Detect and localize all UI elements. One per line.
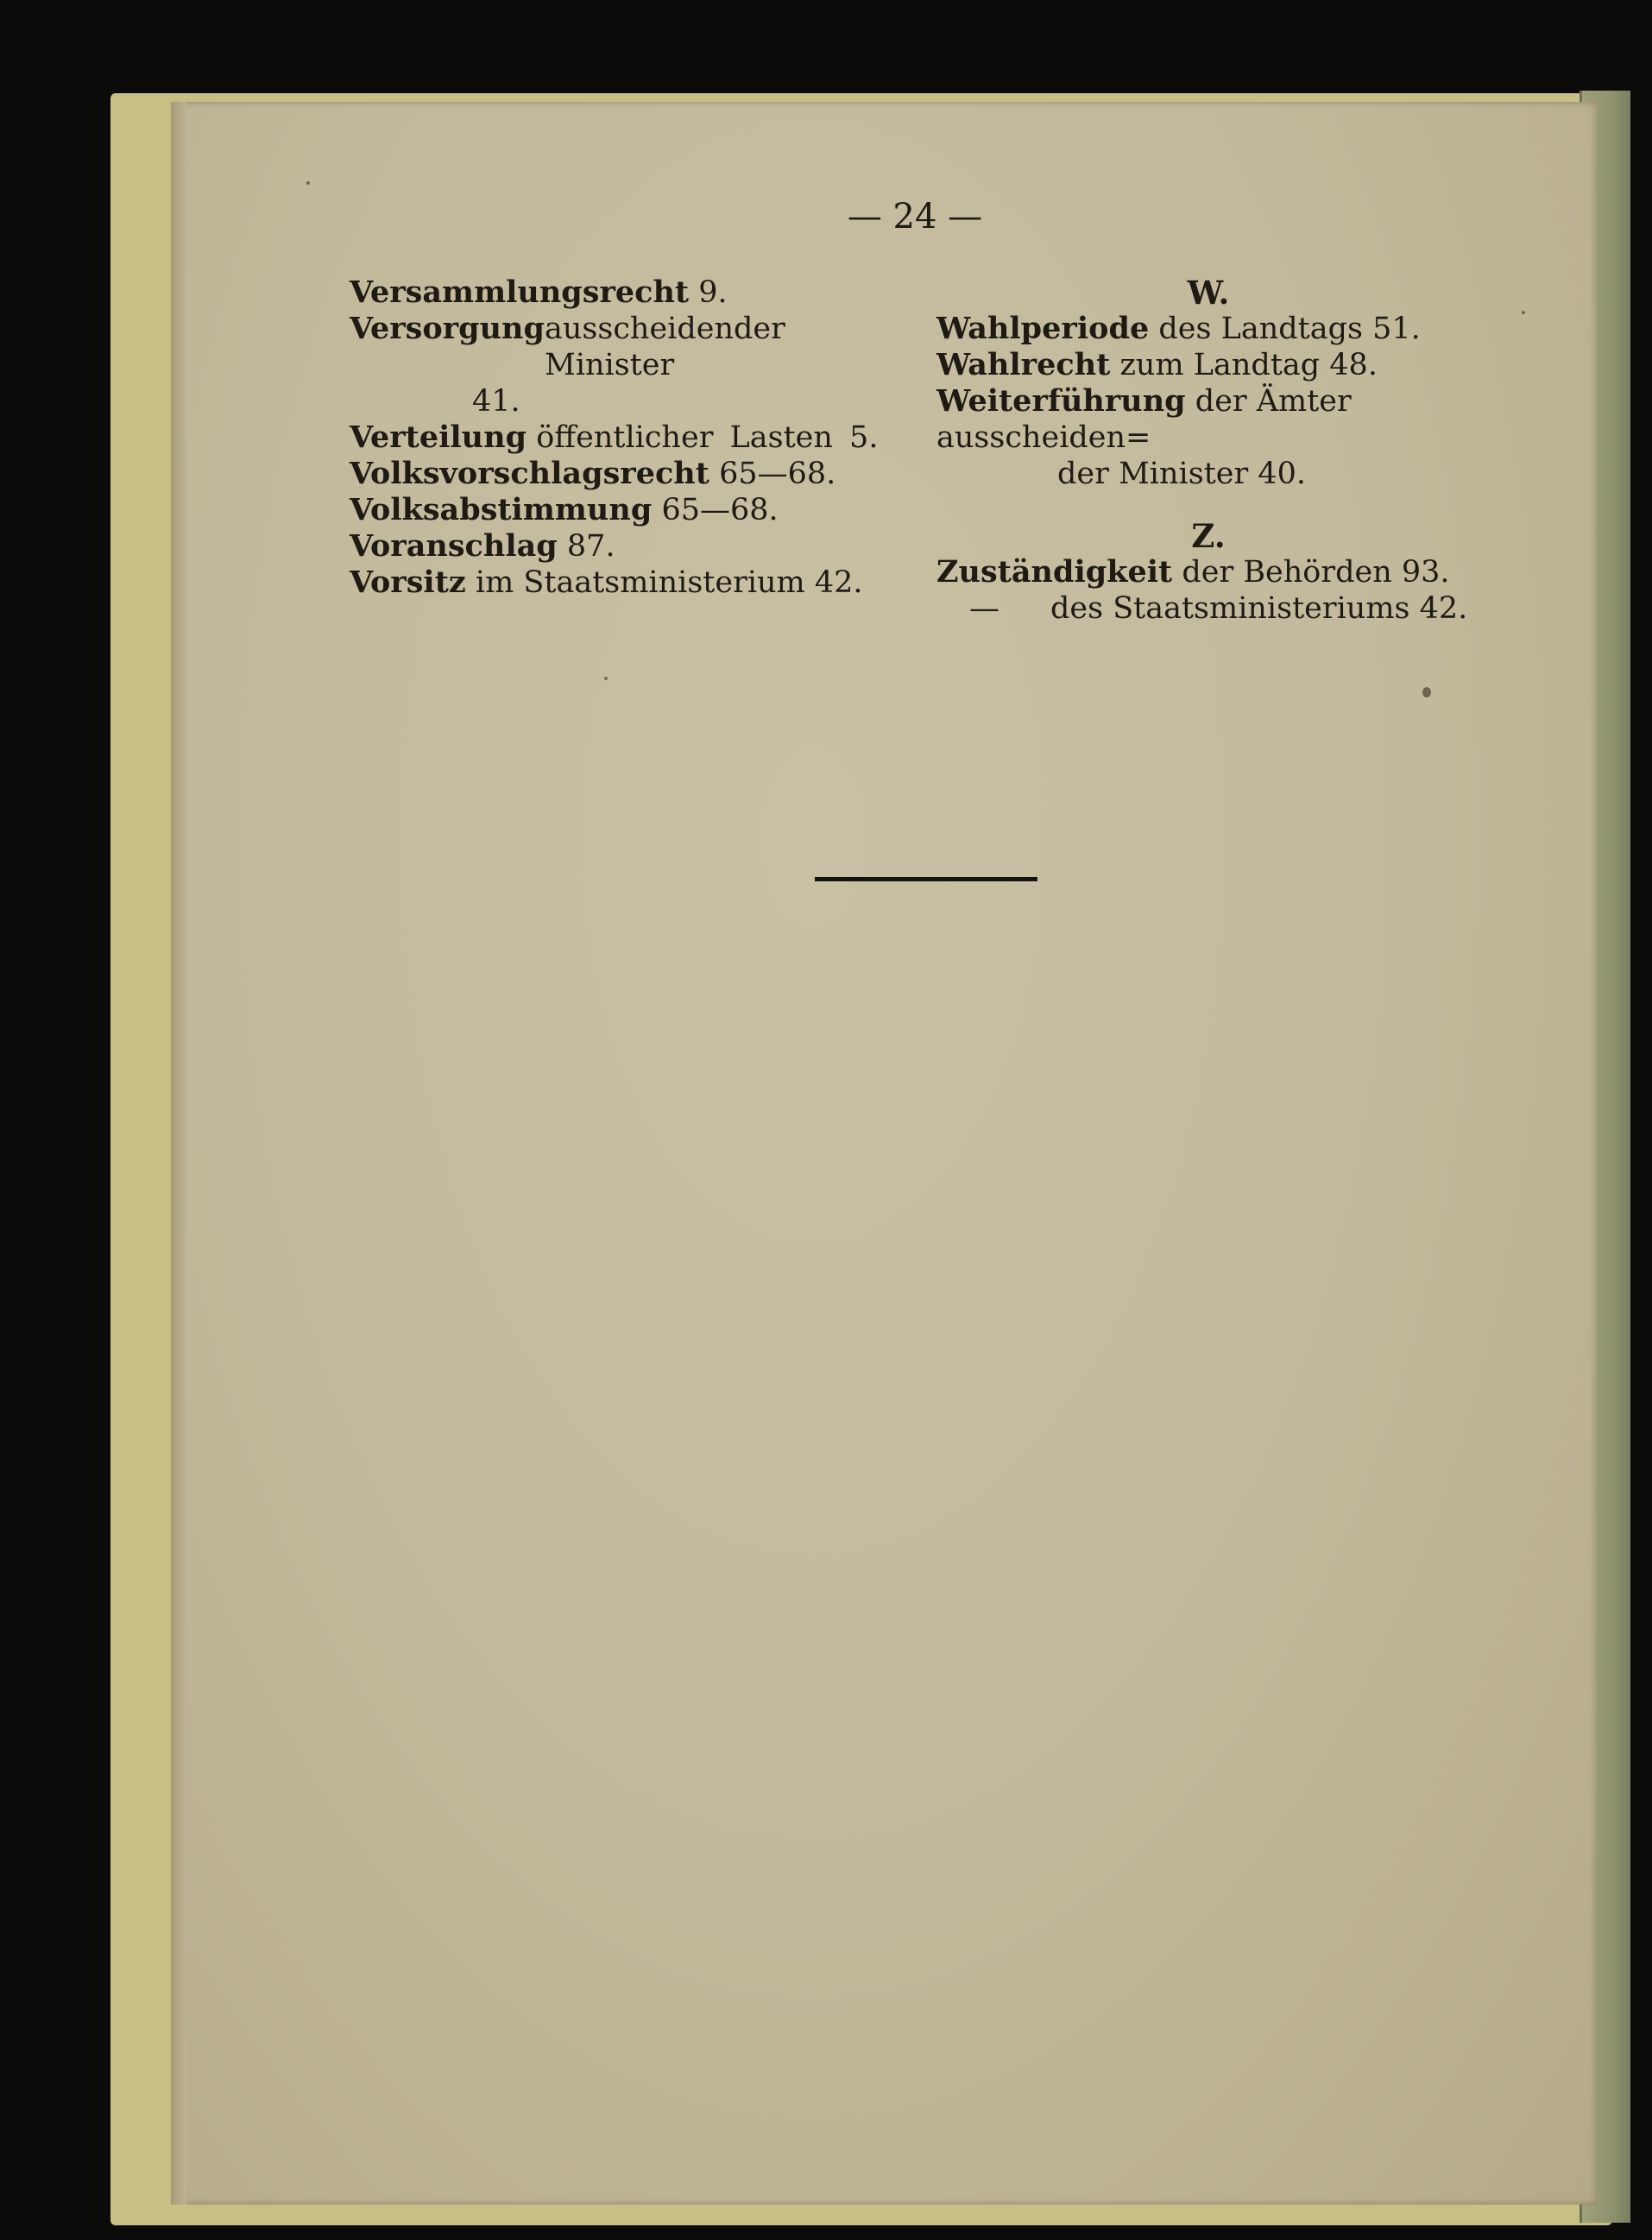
page-binding-edge (171, 102, 186, 2205)
index-term: Voranschlag (350, 528, 558, 564)
page-number: — 24 — (847, 197, 983, 237)
index-entry (936, 554, 1480, 590)
index-refs: der Ämter ausscheiden= (936, 384, 1352, 455)
index-refs: 65—68. (719, 457, 836, 491)
index-refs: im Staatsministerium 42. (475, 565, 863, 600)
index-column-left (350, 274, 902, 601)
index-entry (350, 274, 902, 311)
index-entry (350, 420, 902, 456)
paper-speck (306, 181, 310, 185)
index-term: Wahlrecht (936, 347, 1111, 382)
index-refs: zum Landtag 48. (1119, 348, 1378, 382)
index-entry (350, 456, 902, 492)
index-term: Versammlungsrecht (350, 274, 690, 310)
index-term: Volksvorschlagsrecht (350, 456, 709, 491)
letter-heading-w: W. (1187, 274, 1230, 312)
index-term: Vorsitz (350, 565, 466, 600)
index-entry (936, 590, 1480, 627)
closing-rule (815, 877, 1037, 881)
index-entry (350, 565, 902, 601)
index-term: Zuständigkeit (936, 554, 1173, 590)
index-term: Versorgung (350, 311, 545, 346)
index-refs: öffentlicher Lasten 5. (536, 420, 879, 455)
index-term: Verteilung (350, 420, 527, 455)
index-refs: 87. (566, 529, 615, 564)
paper-speck (1522, 311, 1525, 314)
paper-speck (604, 677, 608, 680)
index-entry (936, 383, 1480, 492)
index-continuation: der Minister 40. (1057, 457, 1306, 491)
index-column-right (936, 274, 1480, 627)
index-term: Volksabstimmung (350, 492, 653, 527)
index-term: Weiterführung (936, 383, 1186, 419)
index-entry (350, 311, 902, 420)
paper-speck (1422, 687, 1431, 697)
index-entry (350, 528, 902, 565)
index-term: Wahlperiode (936, 311, 1150, 346)
index-refs: 9. (698, 275, 728, 310)
index-continuation: 41. (472, 384, 520, 419)
ditto-dash: — (969, 591, 999, 626)
index-refs: der Behörden 93. (1182, 555, 1450, 590)
index-entry (350, 492, 902, 528)
index-refs: ausscheidender Minister (544, 312, 785, 382)
index-refs: des Staatsministeriums 42. (1050, 591, 1468, 626)
index-refs: des Landtags 51. (1158, 312, 1421, 346)
index-entry (936, 311, 1480, 347)
index-refs: 65—68. (661, 493, 779, 527)
index-entry (936, 347, 1480, 383)
letter-heading-z: Z. (1191, 517, 1226, 555)
